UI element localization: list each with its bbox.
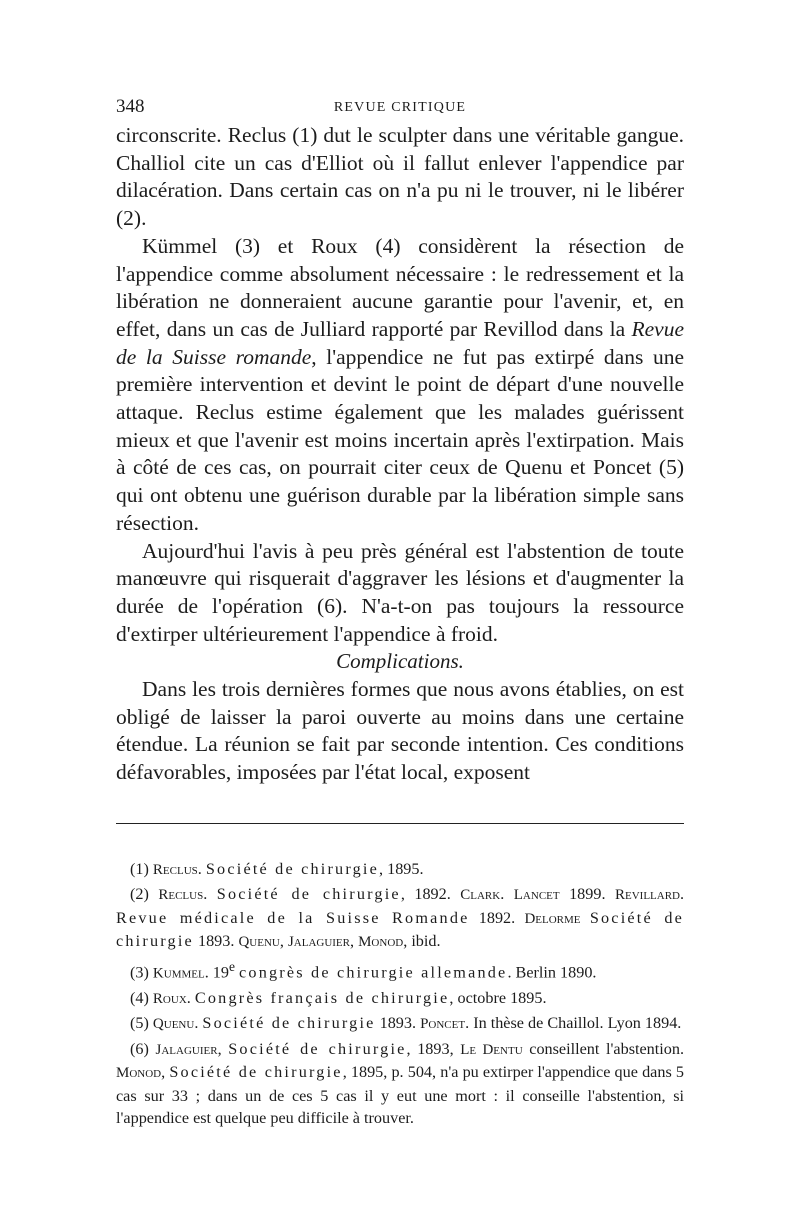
source-name: Société de chirurgie	[202, 1014, 376, 1033]
footnote-text: . Berlin 1890.	[507, 963, 597, 982]
author-name: Le Dentu	[460, 1041, 523, 1058]
paragraph-2-part-a: Kümmel (3) et Roux (4) considèrent la résection de l'appendice comme absolument nécessaire : le redressement et la libération ne donneraient aucune garantie pour l'avenir, et, en effet, dans un cas de Julliard rapporté par Revillod dans la	[116, 233, 684, 341]
source-name: Société de chirurgie	[116, 908, 685, 951]
main-text	[116, 122, 684, 787]
footnote-1	[116, 858, 684, 882]
footnote-2	[116, 883, 684, 954]
source-name: Revue médicale de la Suisse Romande	[116, 908, 470, 927]
footnote-text: ,	[350, 932, 359, 951]
author-name: Quenu	[238, 934, 280, 951]
running-head: REVUE CRITIQUE	[333, 100, 467, 115]
footnote-text: . In thèse de Chaillol. Lyon 1894.	[465, 1014, 682, 1033]
footnote-number: (5)	[130, 1014, 153, 1033]
journal-title: Revue de la Suisse romande	[116, 316, 684, 369]
footnote-text: 1899.	[559, 885, 615, 904]
footnote-text: .	[186, 988, 195, 1007]
source-name: Société de chirurgie	[169, 1063, 343, 1082]
source-name: Congrès français de chirurgie	[194, 988, 450, 1007]
footnote-number: (6)	[130, 1039, 156, 1058]
author-name: Poncet	[420, 1016, 466, 1033]
footnote-text: .	[203, 885, 217, 904]
source-name: Société de chirurgie	[216, 885, 401, 904]
footnote-text: .	[500, 885, 514, 904]
paragraph-2	[116, 233, 684, 538]
footnote-3	[116, 956, 684, 985]
footnote-text: , ibid.	[403, 932, 441, 951]
footnote-text: ,	[161, 1063, 170, 1082]
footnote-text	[581, 909, 590, 927]
footnote-text: ,	[279, 932, 288, 951]
footnote-text: , octobre 1895.	[449, 988, 547, 1007]
author-name: Delorme	[524, 910, 581, 927]
footnote-text: .	[194, 1014, 203, 1033]
page-number: 348	[116, 96, 145, 117]
footnotes	[116, 858, 684, 1130]
author-name: Monod	[116, 1065, 162, 1082]
author-name: Reclus	[152, 861, 198, 878]
source-name: Société de chirurgie	[205, 859, 380, 878]
author-name: Revillard	[615, 887, 680, 904]
footnote-5	[116, 1012, 684, 1036]
footnote-6	[116, 1038, 684, 1130]
footnote-text: conseillent l'abstention.	[522, 1039, 685, 1058]
footnote-number: (2)	[130, 885, 159, 904]
author-name: Kummel	[152, 965, 205, 982]
paragraph-3: Aujourd'hui l'avis à peu près général est l'abstention de toute manœuvre qui risquerait d'aggraver les lésions et d'augmenter la durée de l'opération (6). N'a-t-on pas toujours la ressource d'extirper ultérieurement l'appendice à froid.	[116, 538, 684, 646]
source-name: congrès de chirurgie allemande	[239, 963, 508, 982]
source-name: Société de chirurgie	[228, 1039, 407, 1058]
footnote-text: ,	[217, 1039, 229, 1058]
footnote-number: (4)	[130, 988, 153, 1007]
footnote-number: (3)	[130, 963, 153, 982]
paragraph-2-part-b: , l'appendice ne fut pas extirpé dans une première intervention et devint le point de départ d'une nouvelle attaque. Reclus estime également que les malades guérissent mieux et que l'avenir est moins incertain après l'extirpation. Mais à côté de ces cas, on pourrait citer ceux de Quenu et Poncet (5) qui ont obtenu une guérison durable par la libération simple sans résection.	[116, 344, 684, 535]
footnote-text: 1892.	[469, 908, 525, 927]
author-name: Reclus	[158, 887, 204, 904]
footnote-text: .	[680, 885, 685, 904]
paragraph-1: circonscrite. Reclus (1) dut le sculpter dans une véritable gangue. Challiol cite un cas d'Elliot où il fallut enlever l'appendice par dilacération. Dans certain cas on n'a pu ni le trouver, ni le libérer (2).	[116, 123, 684, 231]
footnote-text: , 1893,	[406, 1039, 461, 1058]
section-title: Complications.	[336, 649, 464, 674]
source-name: Lancet	[513, 887, 560, 904]
author-name: Clark	[460, 887, 501, 904]
footnote-number: (1)	[130, 859, 153, 878]
author-name: Roux	[152, 990, 187, 1007]
footnote-text: .	[197, 859, 206, 878]
paragraph-4: Dans les trois dernières formes que nous avons établies, on est obligé de laisser la paroi ouverte au moins dans une certaine étendue. La réunion se fait par seconde intention. Ces conditions défavorables, imposées par l'état local, exposent	[116, 677, 684, 785]
footnote-text: 1893.	[375, 1014, 421, 1033]
footnote-divider	[116, 823, 684, 824]
footnote-4	[116, 987, 684, 1011]
footnote-text: 1893.	[193, 932, 239, 951]
footnote-text: , 1892.	[400, 885, 461, 904]
page-header	[116, 92, 684, 122]
footnote-text: , 1895, p. 504, n'a pu extirper l'appendice que dans 5 cas sur 33 ; dans un de ces 5 cas il y eut une mort : il conseille l'abstention, si l'appendice est quelque peu difficile à trouver.	[116, 1063, 684, 1128]
author-name: Jalaguier	[287, 934, 350, 951]
superscript: e	[228, 958, 235, 974]
book-page	[116, 92, 684, 1130]
footnote-text: . 19	[204, 963, 229, 982]
author-name: Quenu	[152, 1016, 195, 1033]
author-name: Jalaguier	[155, 1041, 218, 1058]
author-name: Monod	[358, 934, 404, 951]
footnote-text: , 1895.	[379, 859, 424, 878]
